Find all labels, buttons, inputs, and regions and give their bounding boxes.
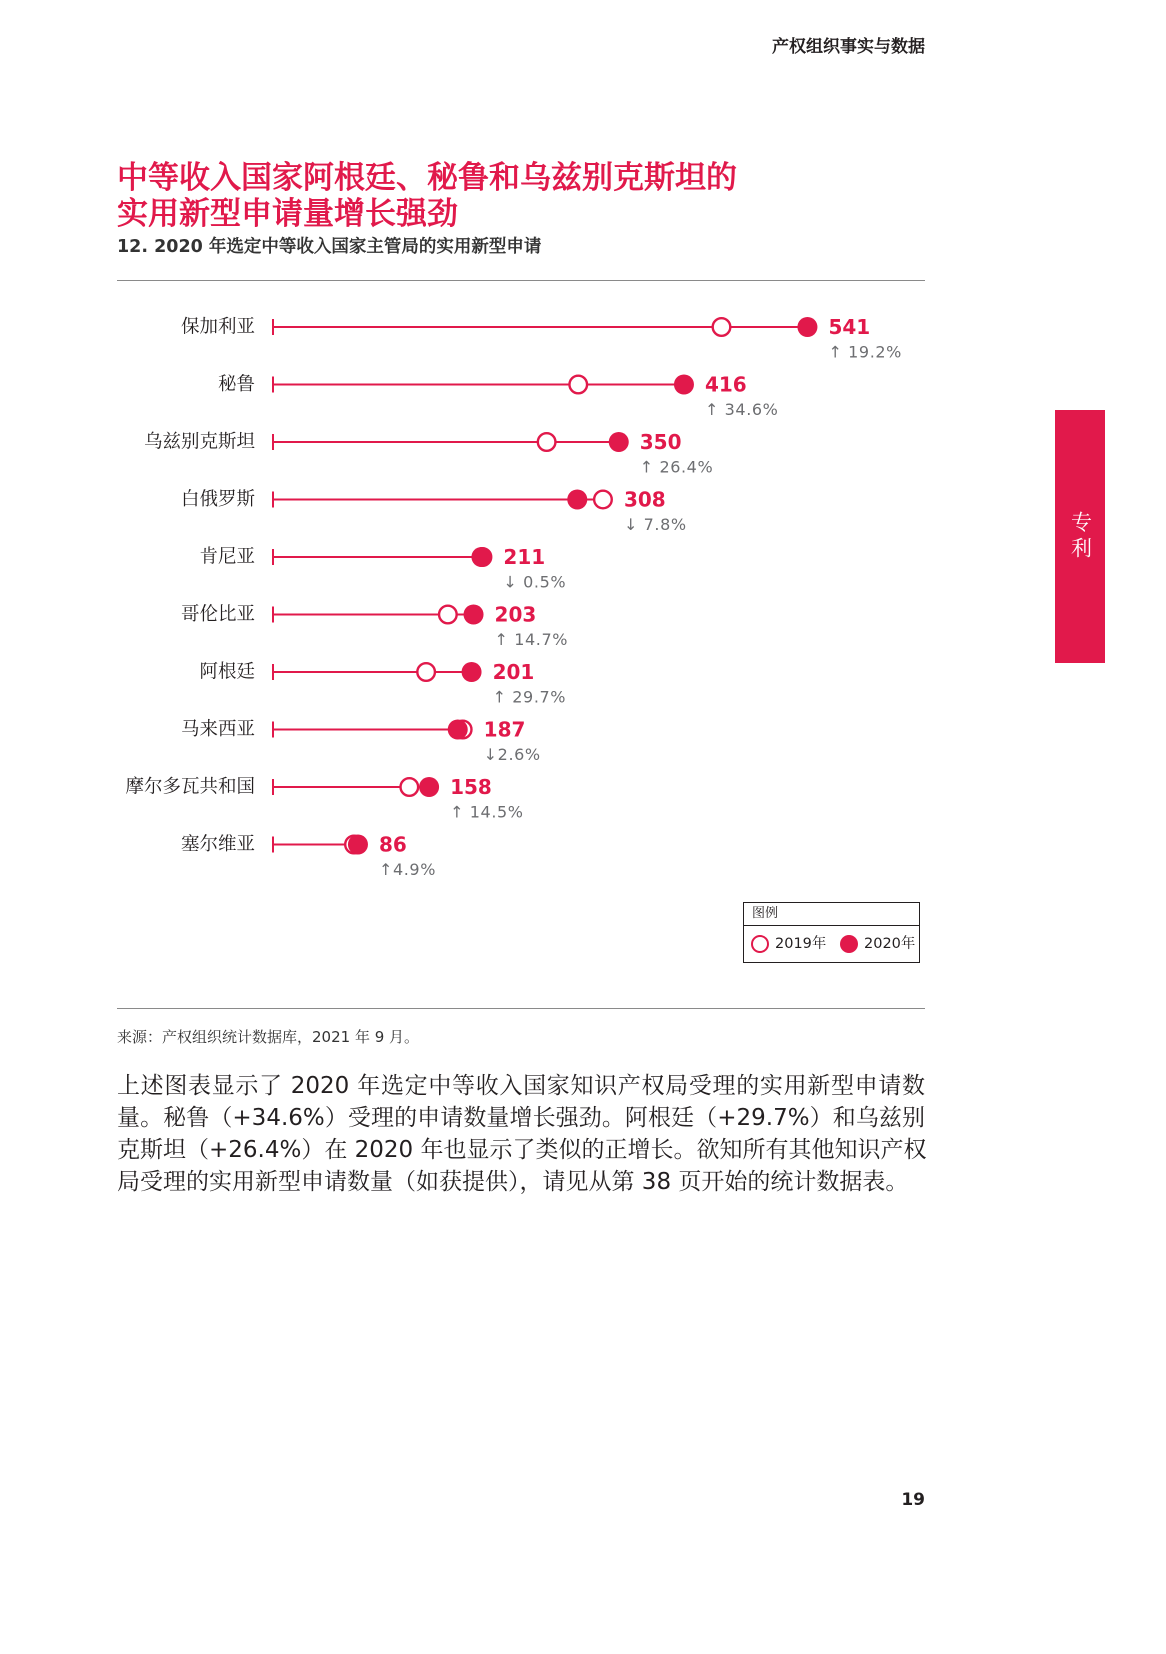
- value-label: 541: [828, 315, 871, 339]
- filled-circle-marker-2020: [464, 605, 484, 625]
- filled-circle-marker-2020: [674, 375, 694, 395]
- chart-legend: [743, 902, 920, 963]
- change-label: ↑ 14.7%: [494, 630, 569, 649]
- change-label: ↑ 34.6%: [704, 400, 779, 419]
- category-label: 摩尔多瓦共和国: [125, 776, 255, 798]
- open-circle-marker-2019: [417, 663, 435, 681]
- filled-circle-marker-2020: [471, 547, 491, 567]
- bottom-divider: [117, 1008, 925, 1009]
- value-label: 308: [623, 487, 666, 512]
- open-circle-marker-2019: [538, 433, 556, 451]
- change-label: ↑ 29.7%: [492, 687, 567, 707]
- open-circle-marker-2019: [713, 318, 731, 336]
- chart-source-note: 来源：产权组织统计数据库，2021 年 9 月。: [117, 1028, 420, 1046]
- heading-line-1: 中等收入国家阿根廷、秘鲁和乌兹别克斯坦的: [117, 160, 737, 196]
- filled-circle-marker-2020: [448, 720, 468, 740]
- legend-label-2020: 2020年: [864, 936, 916, 952]
- body-line: 克斯坦（+26.4%）在 2020 年也显示了类似的正增长。欲知所有其他知识产权: [117, 1137, 927, 1163]
- filled-circle-marker-2020: [348, 835, 368, 855]
- page-number: 19: [901, 1490, 925, 1510]
- open-circle-icon: [751, 935, 769, 953]
- chart-title: 12. 2020 年选定中等收入国家主管局的实用新型申请: [117, 237, 542, 257]
- value-label: 211: [503, 545, 546, 569]
- value-label: 158: [450, 775, 492, 799]
- change-label: ↓2.6%: [483, 745, 541, 764]
- category-label: 乌兹别克斯坦: [143, 431, 255, 453]
- filled-circle-marker-2020: [797, 317, 817, 337]
- change-label: ↑ 14.5%: [450, 802, 524, 822]
- legend-item-2020: [840, 926, 915, 962]
- legend-label-2019: 2019年: [775, 936, 827, 952]
- top-divider: [117, 280, 925, 281]
- category-label: 马来西亚: [180, 719, 255, 740]
- open-circle-marker-2019: [439, 606, 457, 624]
- section-tab: [1055, 410, 1105, 663]
- change-label: ↑ 26.4%: [639, 457, 714, 477]
- category-label: 肯尼亚: [199, 546, 255, 568]
- open-circle-marker-2019: [569, 376, 587, 394]
- article-heading: [117, 160, 737, 232]
- category-label: 秘鲁: [217, 374, 255, 395]
- category-label: 白俄罗斯: [180, 489, 255, 510]
- open-circle-marker-2019: [401, 778, 419, 796]
- filled-circle-icon: [840, 935, 858, 953]
- body-line: 局受理的实用新型申请数量（如获提供），请见从第 38 页开始的统计数据表。: [117, 1169, 909, 1195]
- open-circle-marker-2019: [594, 491, 612, 509]
- category-label: 保加利亚: [180, 316, 255, 338]
- value-label: 203: [494, 602, 537, 627]
- heading-line-2: 实用新型申请量增长强劲: [117, 196, 458, 232]
- filled-circle-marker-2020: [609, 432, 629, 452]
- value-label: 201: [492, 660, 535, 684]
- body-line: 上述图表显示了 2020 年选定中等收入国家知识产权局受理的实用新型申请数: [117, 1073, 925, 1099]
- dumbbell-chart: [117, 295, 925, 890]
- body-paragraph: [117, 1070, 925, 1198]
- value-label: 86: [378, 832, 407, 857]
- legend-title: 图例: [744, 903, 919, 926]
- category-label: 阿根廷: [199, 661, 255, 683]
- value-label: 187: [483, 717, 526, 742]
- category-label: 塞尔维亚: [180, 834, 255, 855]
- category-label: 哥伦比亚: [180, 604, 255, 625]
- filled-circle-marker-2020: [462, 662, 482, 682]
- change-label: ↓ 7.8%: [623, 515, 687, 534]
- change-label: ↑4.9%: [378, 860, 437, 879]
- change-label: ↑ 19.2%: [828, 342, 902, 362]
- running-title: 产权组织事实与数据: [772, 37, 925, 57]
- section-tab-label: 专利: [1068, 510, 1093, 563]
- legend-item-2019: [751, 926, 826, 962]
- value-label: 350: [639, 430, 682, 454]
- chart-plot-area: [117, 295, 925, 890]
- filled-circle-marker-2020: [419, 777, 439, 797]
- value-label: 416: [704, 372, 747, 397]
- filled-circle-marker-2020: [567, 490, 587, 510]
- body-line: 量。秘鲁（+34.6%）受理的申请数量增长强劲。阿根廷（+29.7%）和乌兹别: [117, 1105, 925, 1131]
- change-label: ↓ 0.5%: [503, 572, 567, 592]
